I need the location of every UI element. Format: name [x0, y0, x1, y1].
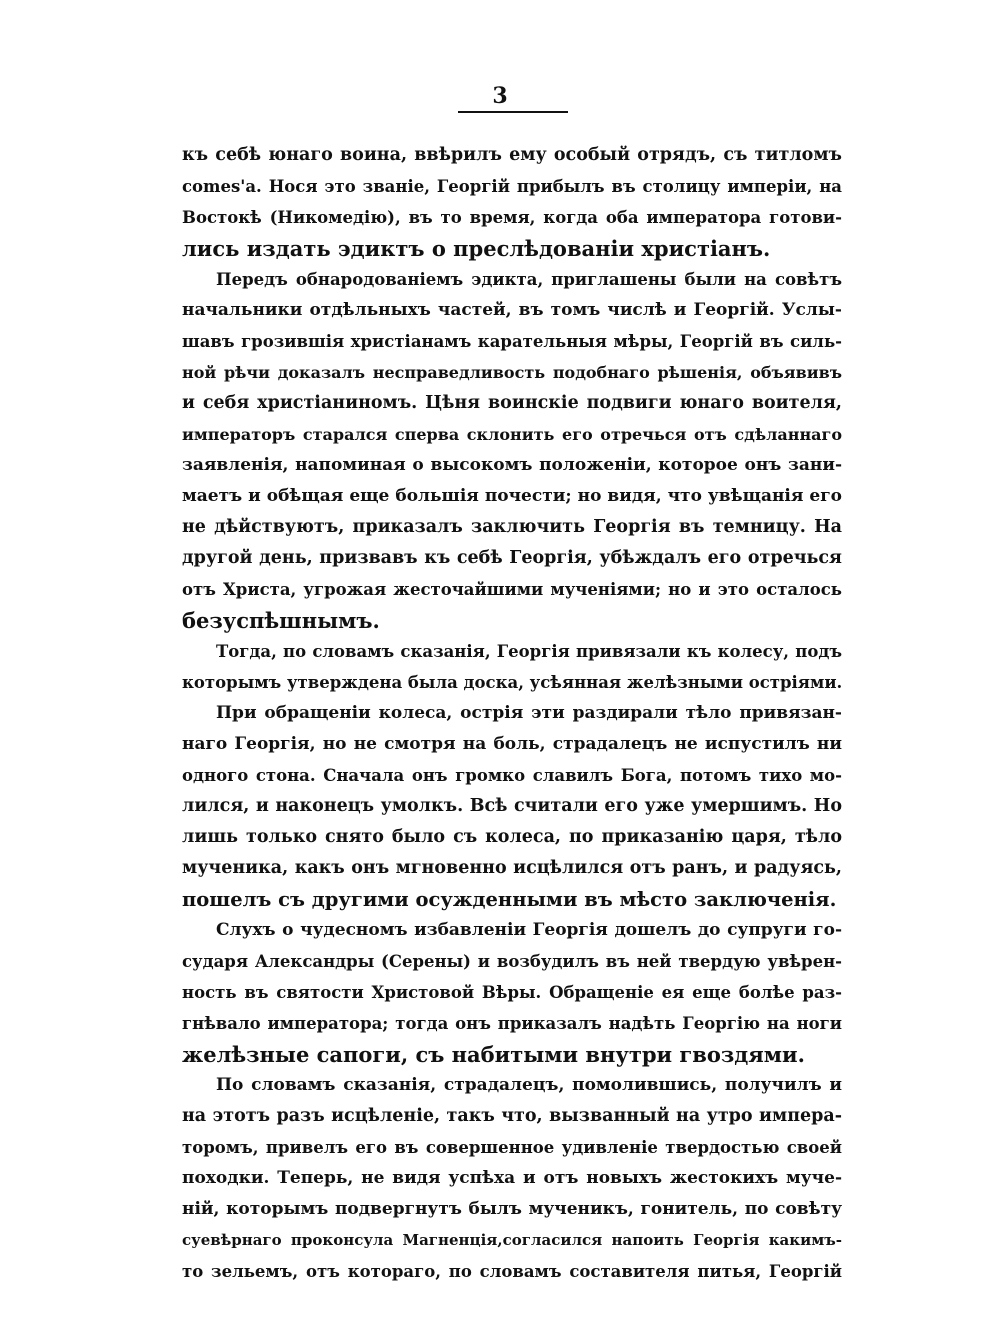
- text-line: При обращеніи колеса, острія эти раздирали тѣло привязан-: [216, 703, 842, 723]
- text-line: comes'a. Нося это званіе, Георгій прибылъ въ столицу имперіи, на: [182, 177, 842, 196]
- text-line: и себя христіаниномъ. Цѣня воинскіе подвиги юнаго воителя,: [182, 393, 842, 413]
- body-text: [182, 140, 842, 1287]
- text-line: другой день, призвавъ къ себѣ Георгія, убѣждалъ его отречься: [182, 548, 842, 568]
- text-line: ній, которымъ подвергнутъ былъ мученикъ, гонитель, по совѣту: [182, 1199, 842, 1219]
- text-line: пошелъ съ другими осужденными въ мѣсто заключенія.: [182, 888, 837, 911]
- text-line: торомъ, привелъ его въ совершенное удивленіе твердостью своей: [182, 1138, 842, 1157]
- text-line: которымъ утверждена была доска, усѣянная желѣзными остріями.: [182, 673, 842, 692]
- page-number: 3: [492, 83, 508, 109]
- text-line: къ себѣ юнаго воина, ввѣрилъ ему особый отрядъ, съ титломъ: [182, 145, 842, 165]
- text-line: походки. Теперь, не видя успѣха и отъ новыхъ жестокихъ муче-: [182, 1168, 842, 1188]
- text-line: Слухъ о чудесномъ избавленіи Георгія дошелъ до супруги го-: [216, 920, 842, 940]
- text-line: лись издать эдиктъ о преслѣдованіи христіанъ.: [182, 236, 771, 261]
- text-line: гнѣвало императора; тогда онъ приказалъ надѣть Георгію на ноги: [182, 1014, 842, 1033]
- text-line: Передъ обнародованіемъ эдикта, приглашены были на совѣтъ: [216, 270, 842, 289]
- text-line: лился, и наконецъ умолкъ. Всѣ считали его уже умершимъ. Но: [182, 796, 842, 816]
- header-rule: [458, 111, 568, 113]
- text-line: сударя Александры (Серены) и возбудилъ въ ней твердую увѣрен-: [182, 952, 842, 971]
- text-line: отъ Христа, угрожая жесточайшими мученіями; но и это осталось: [182, 580, 842, 599]
- text-line: на этотъ разъ исцѣленіе, такъ что, вызванный на утро импера-: [182, 1106, 842, 1126]
- text-line: маетъ и обѣщая еще большія почести; но видя, что увѣщанія его: [182, 486, 842, 506]
- text-line: императоръ старался сперва склонить его отречься отъ сдѣланнаго: [182, 425, 842, 444]
- text-line: суевѣрнаго проконсула Магненція,согласился напоить Георгія какимъ-: [182, 1231, 842, 1249]
- text-line: Тогда, по словамъ сказанія, Георгія привязали къ колесу, подъ: [216, 642, 842, 661]
- text-line: одного стона. Сначала онъ громко славилъ Бога, потомъ тихо мо-: [182, 766, 842, 785]
- text-line: желѣзные сапоги, съ набитыми внутри гвоздями.: [182, 1042, 805, 1067]
- text-line: шавъ грозившія христіанамъ карательныя мѣры, Георгій въ силь-: [182, 332, 842, 351]
- text-line: По словамъ сказанія, страдалецъ, помолившись, получилъ и: [216, 1075, 842, 1095]
- text-line: мученика, какъ онъ мгновенно исцѣлился отъ ранъ, и радуясь,: [182, 858, 842, 878]
- text-line: лишь только снято было съ колеса, по приказанію царя, тѣло: [182, 827, 842, 847]
- text-line: Востокѣ (Никомедію), въ то время, когда оба императора готови-: [182, 208, 842, 227]
- text-line: не дѣйствуютъ, приказалъ заключить Георгія въ темницу. На: [182, 517, 842, 537]
- text-line: заявленія, напоминая о высокомъ положеніи, которое онъ зани-: [182, 455, 842, 475]
- text-line: начальники отдѣльныхъ частей, въ томъ числѣ и Георгій. Услы-: [182, 300, 842, 320]
- text-line: безуспѣшнымъ.: [182, 608, 380, 633]
- text-line: то зельемъ, отъ котораго, по словамъ составителя питья, Георгій: [182, 1262, 842, 1281]
- text-line: наго Георгія, но не смотря на боль, страдалецъ не испустилъ ни: [182, 734, 842, 754]
- text-line: ность въ святости Христовой Вѣры. Обращеніе ея еще болѣе раз-: [182, 983, 842, 1002]
- text-line: ной рѣчи доказалъ несправедливость подобнаго рѣшенія, объявивъ: [182, 363, 842, 382]
